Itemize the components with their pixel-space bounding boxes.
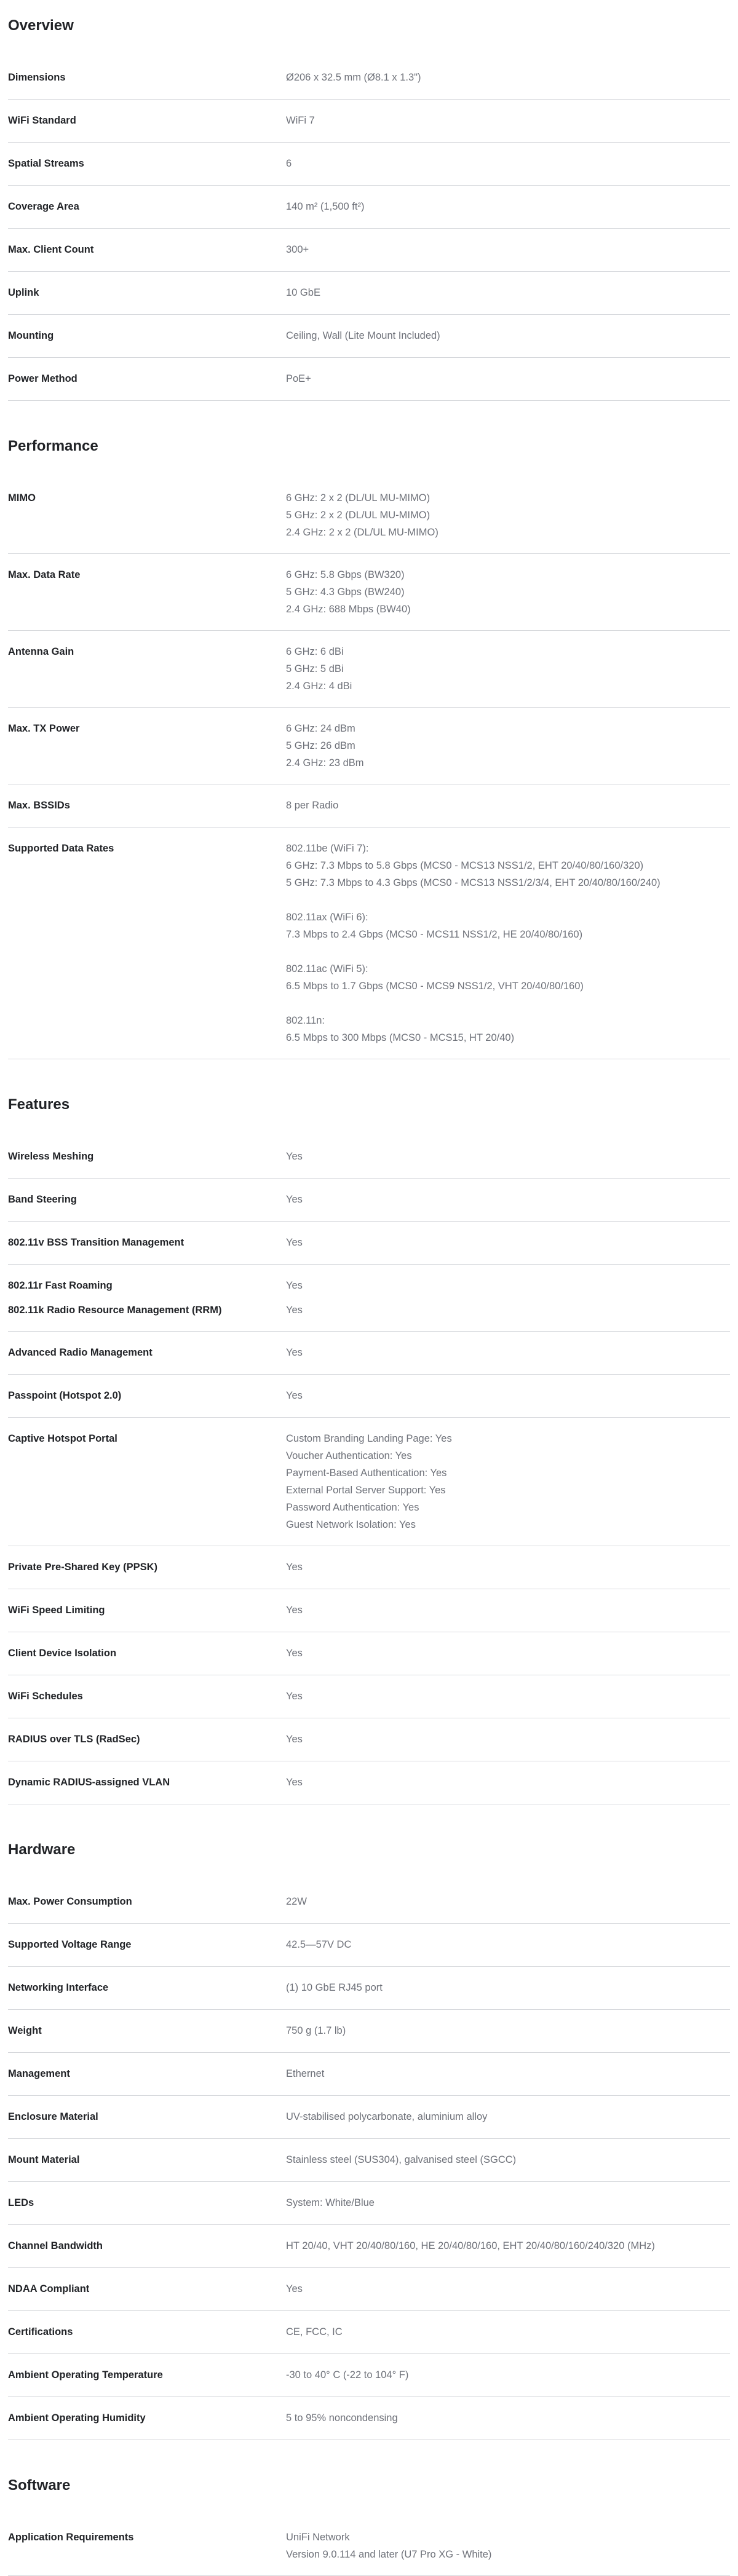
spec-label	[8, 797, 286, 815]
spec-value	[286, 1731, 730, 1748]
section-title: Software	[8, 2477, 71, 2494]
spec-value-group	[286, 2280, 730, 2297]
spec-label	[8, 2409, 286, 2427]
spec-label-line: NDAA Compliant	[8, 2283, 90, 2294]
spec-value-group	[286, 2323, 730, 2341]
spec-value-line: 5 GHz: 2 x 2 (DL/UL MU-MIMO)	[286, 510, 430, 521]
spec-row	[8, 1418, 730, 1546]
spec-row	[8, 358, 730, 401]
spec-label	[8, 1559, 286, 1576]
spec-label-line: Ambient Operating Humidity	[8, 2412, 146, 2424]
spec-label	[8, 1645, 286, 1662]
spec-label	[8, 643, 286, 695]
spec-label-line: Enclosure Material	[8, 2111, 98, 2122]
spec-label	[8, 1387, 286, 1405]
spec-value	[286, 1559, 730, 1576]
spec-row	[8, 1332, 730, 1375]
spec-value-line: 8 per Radio	[286, 800, 339, 811]
spec-value	[286, 1979, 730, 1997]
spec-row	[8, 2225, 730, 2268]
spec-label-line: Application Requirements	[8, 2532, 134, 2543]
spec-value-line: Yes	[286, 1194, 303, 1205]
spec-value-group	[286, 1893, 730, 1910]
spec-value-line: 300+	[286, 244, 309, 255]
spec-value	[286, 2108, 730, 2126]
spec-value-group	[286, 2108, 730, 2125]
spec-label-line: Advanced Radio Management	[8, 1347, 153, 1358]
spec-value-line: 2.4 GHz: 2 x 2 (DL/UL MU-MIMO)	[286, 527, 438, 538]
spec-value-group	[286, 2194, 730, 2211]
spec-row	[8, 272, 730, 315]
spec-row	[8, 477, 730, 554]
spec-value-group	[286, 1012, 730, 1046]
spec-value	[286, 1602, 730, 1619]
spec-row	[8, 1761, 730, 1804]
spec-value-line: 42.5—57V DC	[286, 1939, 352, 1950]
spec-value-group	[286, 643, 730, 695]
spec-value	[286, 1344, 730, 1362]
spec-value-group	[286, 1979, 730, 1996]
spec-label-line: Dimensions	[8, 72, 66, 83]
spec-label-line: Mounting	[8, 330, 54, 341]
spec-value	[286, 2529, 730, 2563]
spec-value	[286, 1148, 730, 1166]
spec-value-line: 802.11ax (WiFi 6):	[286, 912, 368, 923]
spec-label	[8, 2065, 286, 2083]
spec-label	[8, 1602, 286, 1619]
spec-label	[8, 2237, 286, 2255]
spec-label-line: Max. Client Count	[8, 244, 94, 255]
spec-value-line: UniFi Network	[286, 2532, 350, 2543]
spec-value-line: 6.5 Mbps to 1.7 Gbps (MCS0 - MCS9 NSS1/2, VHT 20/40/80/160)	[286, 981, 584, 992]
spec-value	[286, 1893, 730, 1911]
spec-label-line: Management	[8, 2068, 70, 2079]
section-title: Hardware	[8, 1841, 76, 1858]
spec-value-line: Ø206 x 32.5 mm (Ø8.1 x 1.3")	[286, 72, 421, 83]
spec-row	[8, 1881, 730, 1924]
spec-row	[8, 1265, 730, 1332]
spec-value-line: 750 g (1.7 lb)	[286, 2025, 346, 2036]
spec-label-line: Certifications	[8, 2326, 73, 2337]
spec-label	[8, 1234, 286, 1252]
spec-value-line: 6	[286, 158, 292, 169]
spec-value-group	[286, 909, 730, 943]
spec-value-group	[286, 1234, 730, 1251]
spec-value-group	[286, 284, 730, 301]
spec-value	[286, 1234, 730, 1252]
spec-label	[8, 720, 286, 772]
spec-value-line: 802.11ac (WiFi 5):	[286, 963, 368, 974]
spec-value-line: Yes	[286, 1237, 303, 1248]
spec-label-line: Band Steering	[8, 1194, 77, 1205]
spec-value-line: External Portal Server Support: Yes	[286, 1485, 446, 1496]
spec-label-line: Captive Hotspot Portal	[8, 1433, 117, 1444]
spec-label	[8, 840, 286, 1046]
spec-value-line: 6 GHz: 5.8 Gbps (BW320)	[286, 569, 405, 580]
spec-row	[8, 2139, 730, 2182]
spec-value	[286, 1277, 730, 1319]
spec-value-group	[286, 960, 730, 995]
spec-value	[286, 69, 730, 87]
spec-label	[8, 241, 286, 259]
spec-label	[8, 284, 286, 302]
spec-value	[286, 2022, 730, 2040]
spec-value-line: UV-stabilised polycarbonate, aluminium alloy	[286, 2111, 488, 2122]
spec-row	[8, 2053, 730, 2096]
spec-value	[286, 241, 730, 259]
spec-value-group	[286, 489, 730, 541]
spec-row	[8, 1136, 730, 1179]
spec-value-line: Yes	[286, 1151, 303, 1162]
spec-label-line: WiFi Standard	[8, 115, 76, 126]
spec-label-line: RADIUS over TLS (RadSec)	[8, 1734, 140, 1745]
spec-label-line: 802.11r Fast Roaming	[8, 1280, 113, 1291]
spec-value-line: Yes	[286, 1691, 303, 1702]
spec-label	[8, 566, 286, 618]
spec-value	[286, 2366, 730, 2384]
spec-value-group	[286, 797, 730, 814]
spec-value	[286, 1430, 730, 1533]
spec-value-group	[286, 1344, 730, 1361]
section-features	[8, 1092, 730, 1804]
spec-value-group	[286, 2151, 730, 2168]
spec-label	[8, 2194, 286, 2212]
spec-label-line: Max. Data Rate	[8, 569, 81, 580]
spec-value	[286, 2194, 730, 2212]
spec-value-group	[286, 1602, 730, 1619]
spec-value	[286, 840, 730, 1046]
spec-value-line: Yes	[286, 1347, 303, 1358]
spec-value-line: 2.4 GHz: 4 dBi	[286, 681, 352, 692]
spec-value-line: 5 to 95% noncondensing	[286, 2412, 398, 2424]
spec-label-line: Channel Bandwidth	[8, 2240, 103, 2251]
spec-value-group	[286, 2529, 730, 2563]
spec-value-line: System: White/Blue	[286, 2197, 375, 2208]
spec-label-line: Client Device Isolation	[8, 1648, 117, 1659]
spec-row	[8, 2010, 730, 2053]
spec-label-line: 802.11v BSS Transition Management	[8, 1237, 184, 1248]
spec-value-group	[286, 1688, 730, 1705]
spec-value-group	[286, 1774, 730, 1791]
spec-label	[8, 1344, 286, 1362]
spec-row	[8, 1718, 730, 1761]
spec-value	[286, 284, 730, 302]
spec-label-line: Max. BSSIDs	[8, 800, 70, 811]
spec-row	[8, 57, 730, 100]
spec-label	[8, 112, 286, 130]
spec-label	[8, 1936, 286, 1954]
spec-value-line: Voucher Authentication: Yes	[286, 1450, 412, 1461]
spec-value	[286, 2323, 730, 2341]
spec-value-line: Yes	[286, 1734, 303, 1745]
spec-label-line: Coverage Area	[8, 201, 79, 212]
spec-label	[8, 1731, 286, 1748]
spec-label-line: Uplink	[8, 287, 39, 298]
section-software	[8, 2473, 730, 2576]
spec-value	[286, 2409, 730, 2427]
spec-label-line: Power Method	[8, 373, 77, 384]
spec-value	[286, 643, 730, 695]
spec-value	[286, 1936, 730, 1954]
spec-value-group	[286, 1645, 730, 1662]
spec-label	[8, 1688, 286, 1705]
spec-label	[8, 2151, 286, 2169]
spec-value-line: 802.11be (WiFi 7):	[286, 843, 369, 854]
spec-value-line: 2.4 GHz: 23 dBm	[286, 757, 364, 768]
section-performance	[8, 434, 730, 1059]
spec-value-line: Yes	[286, 1605, 303, 1616]
spec-value-group	[286, 112, 730, 129]
spec-row	[8, 2182, 730, 2225]
spec-row	[8, 143, 730, 186]
spec-value	[286, 797, 730, 815]
spec-row	[8, 186, 730, 229]
spec-value-line: WiFi 7	[286, 115, 315, 126]
spec-value-line: 802.11n:	[286, 1015, 325, 1026]
spec-value-line: 5 GHz: 4.3 Gbps (BW240)	[286, 587, 405, 598]
spec-label	[8, 1148, 286, 1166]
spec-row	[8, 2516, 730, 2576]
spec-label-line: WiFi Speed Limiting	[8, 1605, 105, 1616]
spec-label-line: Weight	[8, 2025, 42, 2036]
spec-label	[8, 1277, 286, 1319]
spec-value-line: Yes	[286, 1562, 303, 1573]
spec-label-line: MIMO	[8, 492, 36, 504]
spec-value-group	[286, 198, 730, 215]
spec-value	[286, 2151, 730, 2169]
spec-row	[8, 1589, 730, 1632]
spec-value-line: Yes	[286, 1777, 303, 1788]
spec-value	[286, 2065, 730, 2083]
spec-row	[8, 631, 730, 708]
spec-label	[8, 327, 286, 345]
section-title: Performance	[8, 438, 98, 454]
spec-value-line: Yes	[286, 2283, 303, 2294]
spec-label-line: Passpoint (Hotspot 2.0)	[8, 1390, 122, 1401]
spec-value-line: Payment-Based Authentication: Yes	[286, 1468, 447, 1479]
spec-row	[8, 1632, 730, 1675]
spec-value	[286, 2237, 730, 2255]
spec-label-line: Networking Interface	[8, 1982, 109, 1993]
spec-label	[8, 489, 286, 541]
spec-value-group	[286, 1731, 730, 1748]
spec-value-line: Ethernet	[286, 2068, 325, 2079]
spec-value-group	[286, 566, 730, 618]
spec-label-line: Supported Voltage Range	[8, 1939, 132, 1950]
spec-label	[8, 1979, 286, 1997]
spec-label	[8, 2108, 286, 2126]
spec-value-line: 6.5 Mbps to 300 Mbps (MCS0 - MCS15, HT 20/40)	[286, 1032, 515, 1043]
spec-value	[286, 489, 730, 541]
spec-value-group	[286, 370, 730, 387]
section-overview	[8, 14, 730, 401]
spec-row	[8, 708, 730, 784]
spec-label-line: Antenna Gain	[8, 646, 74, 657]
spec-value-group	[286, 1559, 730, 1576]
spec-value-line: Yes	[286, 1390, 303, 1401]
spec-value	[286, 1688, 730, 1705]
spec-row	[8, 2397, 730, 2440]
spec-value	[286, 1191, 730, 1209]
spec-value-group	[286, 327, 730, 344]
spec-value-group	[286, 2366, 730, 2384]
spec-label-line: Private Pre-Shared Key (PPSK)	[8, 1562, 158, 1573]
section-title: Features	[8, 1096, 70, 1113]
spec-value-line: 6 GHz: 24 dBm	[286, 723, 355, 734]
spec-row	[8, 1179, 730, 1222]
spec-value-line: Custom Branding Landing Page: Yes	[286, 1433, 452, 1444]
spec-label-line: Ambient Operating Temperature	[8, 2369, 163, 2380]
spec-label-line: Max. TX Power	[8, 723, 80, 734]
spec-value-line: 2.4 GHz: 688 Mbps (BW40)	[286, 604, 411, 615]
spec-row	[8, 1924, 730, 1967]
spec-label	[8, 1774, 286, 1792]
spec-value	[286, 566, 730, 618]
spec-value-line: Ceiling, Wall (Lite Mount Included)	[286, 330, 440, 341]
spec-value-line: Yes	[286, 1648, 303, 1659]
spec-value-group	[286, 720, 730, 772]
spec-value-line: Yes	[286, 1305, 303, 1316]
spec-row	[8, 2096, 730, 2139]
spec-value-group	[286, 69, 730, 86]
spec-label-line: Mount Material	[8, 2154, 80, 2165]
spec-value-group	[286, 155, 730, 172]
spec-value-line: 5 GHz: 7.3 Mbps to 4.3 Gbps (MCS0 - MCS13 NSS1/2/3/4, EHT 20/40/80/160/240)	[286, 877, 661, 888]
spec-value-group	[286, 1148, 730, 1165]
spec-label	[8, 1430, 286, 1533]
spec-label	[8, 1191, 286, 1209]
spec-value-line: Version 9.0.114 and later (U7 Pro XG - White)	[286, 2549, 492, 2560]
spec-row	[8, 1675, 730, 1718]
spec-value-line: Password Authentication: Yes	[286, 1502, 419, 1513]
spec-label	[8, 2366, 286, 2384]
spec-label-line: LEDs	[8, 2197, 34, 2208]
spec-value-line: Guest Network Isolation: Yes	[286, 1519, 416, 1530]
spec-label-line: Supported Data Rates	[8, 843, 114, 854]
spec-row	[8, 1375, 730, 1418]
spec-value-line: 22W	[286, 1896, 307, 1907]
spec-label-line: Wireless Meshing	[8, 1151, 94, 1162]
spec-label	[8, 2323, 286, 2341]
spec-value-line: 6 GHz: 2 x 2 (DL/UL MU-MIMO)	[286, 492, 430, 504]
spec-row	[8, 2354, 730, 2397]
spec-value	[286, 327, 730, 345]
spec-value	[286, 112, 730, 130]
spec-value-group	[286, 840, 730, 891]
spec-value	[286, 1774, 730, 1792]
spec-value-line: 6 GHz: 7.3 Mbps to 5.8 Gbps (MCS0 - MCS13 NSS1/2, EHT 20/40/80/160/320)	[286, 860, 644, 871]
spec-label	[8, 1893, 286, 1911]
spec-row	[8, 1546, 730, 1589]
spec-label	[8, 2280, 286, 2298]
spec-row	[8, 100, 730, 143]
spec-value-line: 6 GHz: 6 dBi	[286, 646, 344, 657]
spec-label-line: WiFi Schedules	[8, 1691, 83, 1702]
spec-value-group	[286, 2022, 730, 2039]
spec-value-line: 140 m² (1,500 ft²)	[286, 201, 365, 212]
spec-value	[286, 370, 730, 388]
spec-row	[8, 1967, 730, 2010]
spec-row	[8, 315, 730, 358]
spec-value-group	[286, 2237, 730, 2254]
spec-value-group	[286, 1277, 730, 1319]
spec-value-line: Yes	[286, 1280, 303, 1291]
spec-value-group	[286, 2409, 730, 2427]
spec-value	[286, 155, 730, 173]
spec-row	[8, 784, 730, 828]
spec-label	[8, 370, 286, 388]
spec-row	[8, 1222, 730, 1265]
spec-label	[8, 2022, 286, 2040]
spec-value-line: CE, FCC, IC	[286, 2326, 343, 2337]
spec-row	[8, 554, 730, 631]
spec-value	[286, 2280, 730, 2298]
spec-label	[8, 69, 286, 87]
section-title: Overview	[8, 17, 74, 34]
spec-value-line: 5 GHz: 26 dBm	[286, 740, 355, 751]
spec-value	[286, 1387, 730, 1405]
spec-label	[8, 198, 286, 216]
spec-value	[286, 1645, 730, 1662]
spec-row	[8, 2311, 730, 2354]
spec-value-line: Stainless steel (SUS304), galvanised steel (SGCC)	[286, 2154, 517, 2165]
spec-value-line: (1) 10 GbE RJ45 port	[286, 1982, 383, 1993]
spec-row	[8, 2268, 730, 2311]
spec-label	[8, 2529, 286, 2563]
spec-value-line: 7.3 Mbps to 2.4 Gbps (MCS0 - MCS11 NSS1/2, HE 20/40/80/160)	[286, 929, 583, 940]
spec-value-group	[286, 1191, 730, 1208]
spec-label-line: Max. Power Consumption	[8, 1896, 132, 1907]
spec-label-line: Dynamic RADIUS-assigned VLAN	[8, 1777, 170, 1788]
spec-value-group	[286, 1936, 730, 1953]
section-hardware	[8, 1838, 730, 2440]
spec-value-line: PoE+	[286, 373, 311, 384]
spec-value-line: -30 to 40° C (-22 to 104° F)	[286, 2369, 409, 2380]
spec-value-group	[286, 1387, 730, 1404]
spec-row	[8, 229, 730, 272]
spec-row	[8, 828, 730, 1059]
spec-label-line: 802.11k Radio Resource Management (RRM)	[8, 1305, 222, 1316]
spec-value-group	[286, 2065, 730, 2082]
spec-value-group	[286, 241, 730, 258]
spec-value-line: 5 GHz: 5 dBi	[286, 663, 344, 674]
spec-value-group	[286, 1430, 730, 1533]
spec-label-line: Spatial Streams	[8, 158, 84, 169]
spec-value-line: HT 20/40, VHT 20/40/80/160, HE 20/40/80/160, EHT 20/40/80/160/240/320 (MHz)	[286, 2240, 655, 2251]
spec-value	[286, 198, 730, 216]
spec-value	[286, 720, 730, 772]
spec-value-line: 10 GbE	[286, 287, 320, 298]
spec-label	[8, 155, 286, 173]
